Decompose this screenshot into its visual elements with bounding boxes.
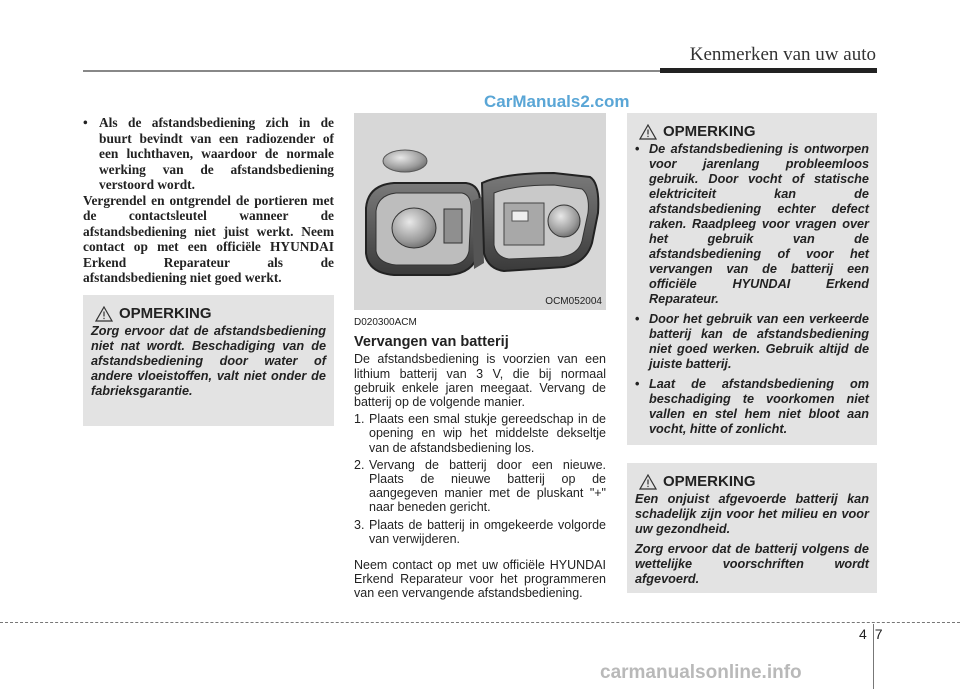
step-item — [354, 458, 606, 515]
section-code: D020300ACM — [354, 317, 417, 328]
watermark-bottom[interactable]: carmanualsonline.info — [600, 662, 802, 683]
warning-triangle-icon — [639, 474, 657, 490]
note-item-text: Laat de afstandsbediening om beschadiging te voorkomen niet vallen en stel hem niet bloot aan vocht, hitte of zonlicht. — [649, 377, 869, 436]
remote-battery-figure — [354, 113, 606, 310]
warning-triangle-icon — [95, 306, 113, 322]
bullet-dot: • — [635, 142, 640, 156]
step-item — [354, 518, 606, 546]
step-text: Plaats een smal stukje gereedschap in de opening en wip het middelste dekseltje van de afstandsbediening los. — [369, 412, 606, 455]
left-column — [83, 115, 334, 286]
note-title-text: OPMERKING — [663, 123, 756, 140]
page-number — [859, 626, 891, 642]
remote-key-illustration — [354, 113, 606, 310]
bullet-dot: • — [83, 115, 88, 130]
note-list-item — [635, 142, 869, 307]
note-paragraph: Zorg ervoor dat de batterij volgens de wettelijke voorschriften wordt afgevoerd. — [635, 542, 869, 586]
note-title — [635, 473, 869, 490]
note-item-text: De afstandsbediening is ontworpen voor jarenlang probleemloos gebruik. Door vocht of statische elektriciteit kan de afstandsbediening echter defect raken. Raadpleeg voor vragen over het gebruik van de afstandsbediening of voor het vervangen van de batterij een officiële HYUNDAI Erkend Reparateur. — [649, 142, 869, 306]
footer-rule — [0, 622, 960, 623]
middle-column — [354, 316, 606, 601]
note-list-item — [635, 312, 869, 372]
note-box-design — [627, 113, 877, 445]
step-number: 2. — [354, 457, 365, 472]
warning-triangle-icon — [639, 124, 657, 140]
watermark-top[interactable]: CarManuals2.com — [484, 92, 630, 111]
note-box-disposal — [627, 463, 877, 593]
step-number: 1. — [354, 412, 365, 427]
note-box-water — [83, 295, 334, 426]
note-title-text: OPMERKING — [119, 305, 212, 322]
step-item — [354, 412, 606, 455]
note-list — [635, 142, 869, 437]
section-title: Vervangen van batterij — [354, 334, 509, 351]
figure-caption: OCM052004 — [545, 296, 602, 307]
note-body — [635, 492, 869, 587]
note-paragraph: Een onjuist afgevoerde batterij kan schadelijk zijn voor het milieu en voor uw gezondheid. — [635, 492, 869, 536]
closing-paragraph: Neem contact op met uw officiële HYUNDAI Erkend Reparateur voor het programmeren van een vervangende afstandsbediening. — [354, 558, 606, 601]
header-rule-accent — [660, 68, 877, 73]
intro-paragraph: De afstandsbediening is voorzien van een lithium batterij van 3 V, die bij normaal gebruik enkele jaren meegaat. Vervang de batterij op de volgende manier. — [354, 352, 606, 410]
bullet-text: Als de afstandsbediening zich in de buurt bevindt van een radiozender of een luchthaven, waardoor de normale werking van de afstandsbediening verstoord wordt. — [99, 115, 334, 192]
bullet-dot: • — [635, 312, 640, 326]
step-text: Plaats de batterij in omgekeerde volgorde van verwijderen. — [369, 517, 606, 546]
note-item-text: Door het gebruik van een verkeerde batterij kan de afstandsbediening niet goed werken. Gebruik altijd de juiste batterij. — [649, 312, 869, 371]
bullet-dot: • — [635, 377, 640, 391]
note-body: Zorg ervoor dat de afstandsbediening niet nat wordt. Beschadiging van de afstandsbediening door water of andere vloeistoffen, valt niet onder de fabrieksgarantie. — [91, 324, 326, 398]
note-title — [635, 123, 869, 140]
note-title — [91, 305, 326, 322]
page-in-chapter: 7 — [874, 626, 891, 642]
body-paragraph: Vergrendel en ontgrendel de portieren met de contactsleutel wanneer de afstandsbediening niet juist werkt. Neem contact op met een officiële HYUNDAI Erkend Reparateur als de afstandsbediening niet goed werkt. — [83, 192, 334, 285]
bullet-item — [83, 115, 334, 193]
chapter-header-title: Kenmerken van uw auto — [689, 44, 876, 65]
note-list-item — [635, 377, 869, 437]
note-title-text: OPMERKING — [663, 473, 756, 490]
step-text: Vervang de batterij door een nieuwe. Plaats de nieuwe batterij op de aangegeven manier met de pluskant "+" naar beneden gericht. — [369, 457, 606, 515]
step-number: 3. — [354, 517, 365, 532]
chapter-number: 4 — [859, 626, 875, 642]
